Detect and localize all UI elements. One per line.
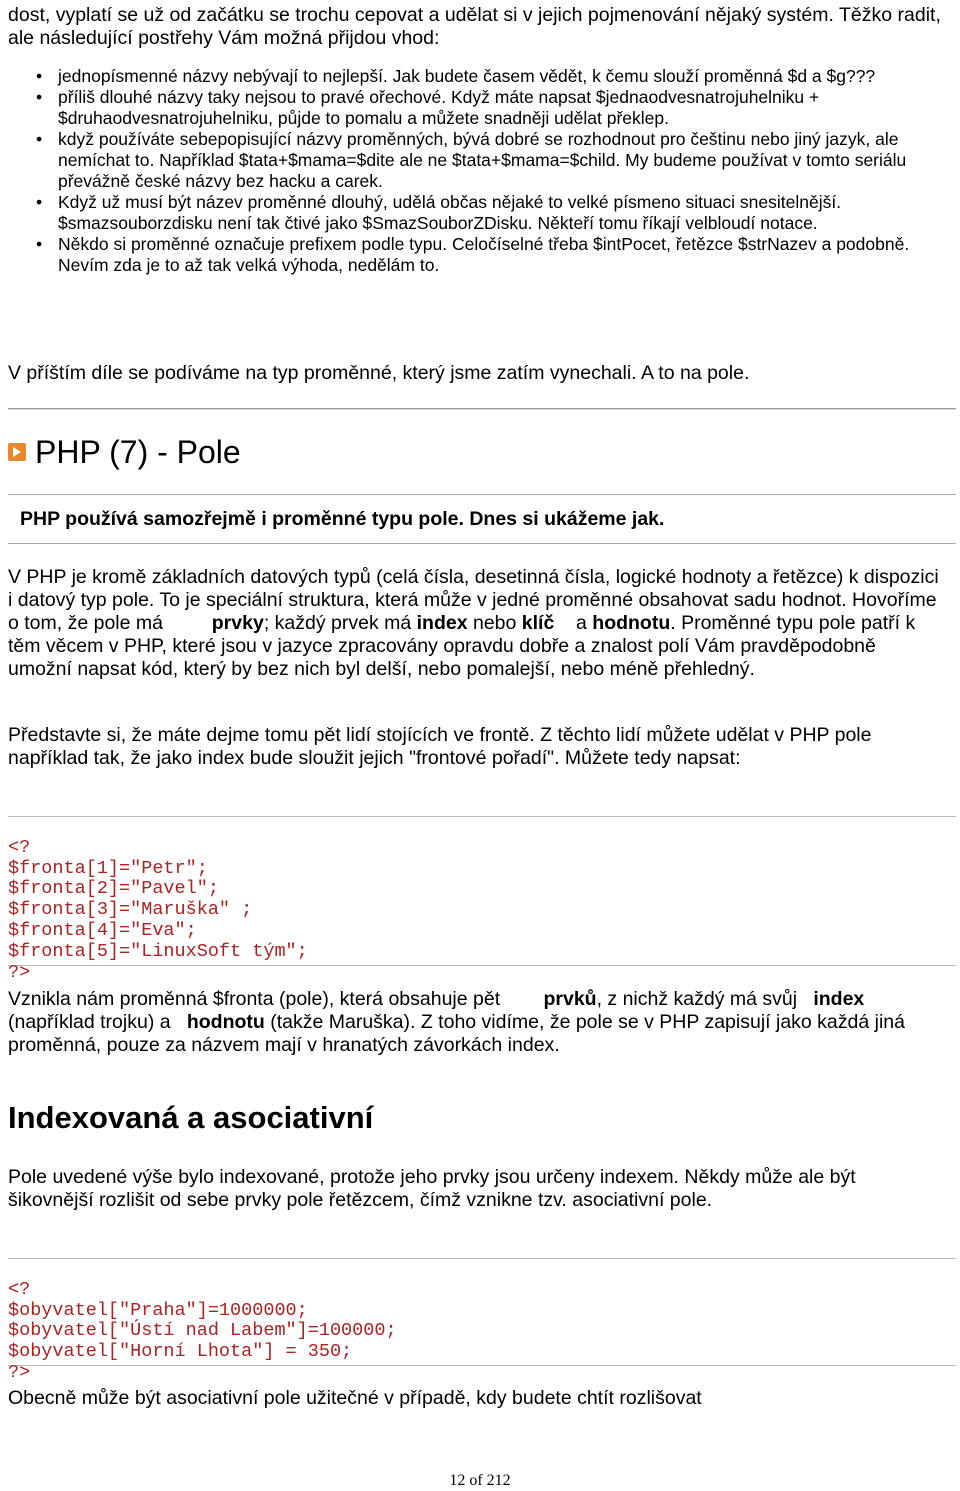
bullet-icon: • (36, 129, 43, 149)
article-title[interactable]: PHP (7) - Pole (35, 433, 241, 470)
paragraph-associative: Obecně může být asociativní pole užitečné v případě, kdy budete chtít rozlišovat (8, 1387, 702, 1409)
term-prvky: prvky (211, 612, 264, 634)
article-lead: PHP používá samozřejmě i proměnné typu pole. Dnes si ukážeme jak. (20, 508, 665, 530)
code-line: $fronta[1]="Petr"; (8, 857, 208, 879)
section-divider (8, 408, 956, 410)
list-item: • když používáte sebepopisující názvy proměnných, bývá dobré se rozhodnout pro češtinu nebo jiný jazyk, ale nemíchat to. Například $tata+$mama=$dite ale ne $tata+$mama=$child. My budeme používat v tomto seriálu převážně české názvy bez hacku a carek. (36, 129, 907, 191)
term-index: index (416, 612, 468, 634)
code-line: $fronta[4]="Eva"; (8, 919, 197, 941)
bullet-icon: • (36, 66, 43, 86)
bullet-icon: • (36, 87, 43, 107)
code-line: $obyvatel["Ústí nad Labem"]=100000; (8, 1320, 397, 1342)
next-part-paragraph: V příštím díle se podíváme na typ proměnné, který jsme zatím vynechali. A to na pole. (8, 362, 750, 384)
paragraph-indexed: Pole uvedené výše bylo indexované, protože jeho prvky jsou určeny indexem. Někdy může ale být šikovnější rozlišit od sebe prvky pole řetězcem, čímž vznikne tzv. asociativní pole. (8, 1166, 856, 1211)
term-hodnota: hodnotu (592, 612, 671, 634)
code-block-obyvatel (8, 1258, 956, 1383)
bullet-icon: • (36, 192, 43, 212)
intro-paragraph: dost, vyplatí se už od začátku se trochu cepovat a udělat si v jejich pojmenování nějaký systém. Těžko radit, ale následující postřehy Vám možná přijdou vhod: (8, 4, 941, 49)
code-line: <? (8, 1278, 31, 1300)
term-hodnotu: hodnotu (186, 1011, 265, 1033)
code-line: $obyvatel["Praha"]=1000000; (8, 1299, 308, 1321)
term-klic: klíč (521, 612, 555, 634)
code-line: <? (8, 836, 31, 858)
section-heading: Indexovaná a asociativní (8, 1100, 374, 1135)
term-index-2: index (813, 988, 865, 1010)
paragraph-intro-arrays: V PHP je kromě základních datových typů (celá čísla, desetinná čísla, logické hodnoty a řetězce) k dispozici i datový typ pole. To je speciální struktura, která může v jedné proměnné obsahovat sadu hodnot. Hovoříme o tom, že pole má prvky; každý prvek má index nebo klíč a hodnotu. Proměnné typu pole patří k těm věcem v PHP, které jsou v jazyce zpracovány opravdu dobře a znalost polí Vám pravděpodobně umožní napsat kód, který by bez nich byl delší, nebo pomalejší, nebo méně přehledný. (8, 566, 939, 680)
list-item: • příliš dlouhé názvy taky nejsou to pravé ořechové. Když máte napsat $jednaodvesnatrojuhelniku + $druhaodvesnatrojuhelniku, půjde to pomalu a můžete snadněji udělat překlep. (36, 87, 820, 128)
paragraph-queue: Představte si, že máte dejme tomu pět lidí stojících ve frontě. Z těchto lidí můžete udělat v PHP pole například tak, že jako index bude sloužit jejich "frontové pořadí". Můžete tedy napsat: (8, 724, 872, 769)
code-line: ?> (8, 961, 31, 983)
code-line: $fronta[3]="Maruška" ; (8, 899, 253, 921)
list-item: • jednopísmenné názvy nebývají to nejlepší. Jak budete časem vědět, k čemu slouží proměnná $d a $g??? (36, 66, 876, 86)
article-arrow-icon (8, 443, 26, 461)
tips-list (0, 66, 950, 276)
page-number: 12 of 212 (449, 1472, 511, 1489)
article-heading (8, 430, 241, 474)
bullet-icon: • (36, 234, 43, 254)
code-line: $fronta[5]="LinuxSoft tým"; (8, 940, 308, 962)
code-line: $fronta[2]="Pavel"; (8, 878, 219, 900)
code-line: $obyvatel["Horní Lhota"] = 350; (8, 1341, 353, 1363)
term-prvku: prvků (543, 988, 597, 1010)
code-line: ?> (8, 1361, 31, 1383)
list-item: • Někdo si proměnné označuje prefixem podle typu. Celočíselné třeba $intPocet, řetězce $strNazev a podobně. Nevím zda je to až tak velká výhoda, nedělám to. (36, 234, 910, 275)
paragraph-fronta-explained: Vznikla nám proměnná $fronta (pole), která obsahuje pět prvků, z nichž každý má svůj index (například trojku) a hodnotu (takže Maruška). Z toho vidíme, že pole se v PHP zapisují jako každá jiná proměnná, pouze za názvem mají v hranatých závorkách index. (8, 988, 905, 1056)
article-lead-box (8, 494, 956, 544)
code-block-fronta (8, 816, 956, 983)
list-item: • Když už musí být název proměnné dlouhý, udělá občas nějaké to velké písmeno situaci snesitelnější. $smazsouborzdisku není tak čtivé jako $SmazSouborZDisku. Někteří tomu říkají velbloudí notace. (36, 192, 842, 233)
